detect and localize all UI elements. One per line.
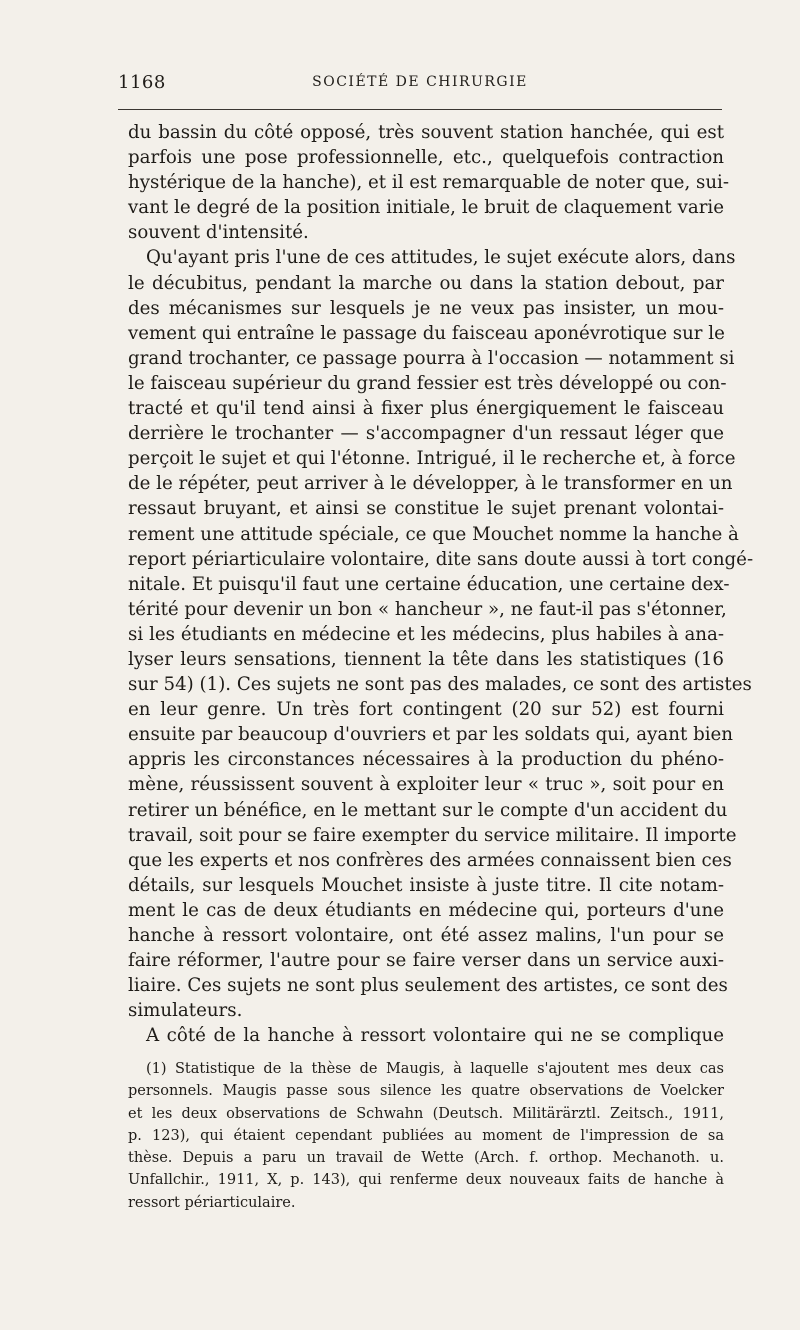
paragraph-3	[128, 1023, 724, 1048]
header-rule	[118, 109, 722, 110]
body-text	[128, 120, 754, 1048]
text-line: lyser leurs sensations, tiennent la tête dans les statistiques (16	[128, 648, 724, 670]
page-header	[118, 72, 722, 94]
text-line: ment le cas de deux étudiants en médecine qui, porteurs d'une	[128, 899, 724, 921]
text-line: détails, sur lesquels Mouchet insiste à juste titre. Il cite notam-	[128, 874, 724, 896]
text-line: nitale. Et puisqu'il faut une certaine éducation, une certaine dex-	[128, 573, 730, 595]
text-line: du bassin du côté opposé, très souvent station hanchée, qui est	[128, 122, 724, 143]
text-line: hystérique de la hanche), et il est remarquable de noter que, sui-	[128, 172, 730, 194]
text-line: térité pour devenir un bon « hancheur », ne faut-il pas s'étonner,	[128, 598, 727, 620]
footnote-line: personnels. Maugis passe sous silence les quatre observations de Voelcker	[128, 1083, 724, 1100]
footnote-line: et les deux observations de Schwahn (Deutsch. Militärärztl. Zeitsch., 1911,	[128, 1105, 724, 1122]
text-line: ressaut bruyant, et ainsi se constitue le sujet prenant volontai-	[128, 498, 724, 520]
text-line: vant le degré de la position initiale, le bruit de claquement varie	[128, 197, 724, 219]
paragraph-1	[128, 120, 730, 245]
text-line: le décubitus, pendant la marche ou dans la station debout, par	[128, 272, 724, 294]
text-line: que les experts et nos confrères des armées connaissent bien ces	[128, 849, 732, 871]
text-line: mène, réussissent souvent à exploiter leur « truc », soit pour en	[128, 774, 724, 796]
text-line: en leur genre. Un très fort contingent (20 sur 52) est fourni	[128, 699, 724, 721]
footnote-line: (1) Statistique de la thèse de Maugis, à laquelle s'ajoutent mes deux cas	[146, 1061, 724, 1077]
text-line: simulateurs.	[128, 1000, 243, 1022]
footnote	[128, 1058, 724, 1214]
running-head: SOCIÉTÉ DE CHIRURGIE	[312, 74, 528, 90]
text-line: de le répéter, peut arriver à le développer, à le transformer en un	[128, 473, 733, 495]
footnote-line: thèse. Depuis a paru un travail de Wette (Arch. f. orthop. Mechanoth. u.	[128, 1150, 724, 1167]
text-line: hanche à ressort volontaire, ont été assez malins, l'un pour se	[128, 925, 724, 946]
text-line: liaire. Ces sujets ne sont plus seulement des artistes, ce sont des	[128, 975, 728, 997]
text-line: vement qui entraîne le passage du faisceau aponévrotique sur le	[128, 322, 725, 344]
text-line: des mécanismes sur lesquels je ne veux pas insister, un mou-	[128, 297, 724, 319]
text-line: parfois une pose professionnelle, etc., quelquefois contraction	[128, 147, 724, 169]
paragraph-2	[128, 245, 754, 1023]
text-line: faire réformer, l'autre pour se faire verser dans un service auxi-	[128, 950, 724, 972]
text-line: Qu'ayant pris l'une de ces attitudes, le sujet exécute alors, dans	[146, 247, 736, 269]
text-line: appris les circonstances nécessaires à la production du phéno-	[128, 749, 724, 771]
text-line: A côté de la hanche à ressort volontaire qui ne se complique	[146, 1025, 724, 1047]
text-line: report périarticulaire volontaire, dite sans doute aussi à tort congé-	[128, 548, 754, 570]
text-line: retirer un bénéfice, en le mettant sur le compte d'un accident du	[128, 799, 728, 821]
text-line: tracté et qu'il tend ainsi à fixer plus énergiquement le faisceau	[128, 398, 724, 420]
text-line: derrière le trochanter — s'accompagner d'un ressaut léger que	[128, 423, 724, 445]
text-line: ensuite par beaucoup d'ouvriers et par les soldats qui, ayant bien	[128, 724, 734, 746]
footnote-line: p. 123), qui étaient cependant publiées au moment de l'impression de sa	[128, 1127, 724, 1144]
text-line: si les étudiants en médecine et les médecins, plus habiles à ana-	[128, 623, 724, 645]
page-number: 1168	[118, 72, 166, 93]
text-line: grand trochanter, ce passage pourra à l'occasion — notamment si	[128, 347, 735, 369]
text-line: rement une attitude spéciale, ce que Mouchet nomme la hanche à	[128, 523, 739, 545]
text-line: travail, soit pour se faire exempter du service militaire. Il importe	[128, 824, 737, 846]
text-line: le faisceau supérieur du grand fessier est très développé ou con-	[128, 372, 727, 394]
text-line: perçoit le sujet et qui l'étonne. Intrigué, il le recherche et, à force	[128, 448, 736, 470]
text-line: sur 54) (1). Ces sujets ne sont pas des malades, ce sont des artistes	[128, 674, 752, 696]
footnote-line: Unfallchir., 1911, X, p. 143), qui renferme deux nouveaux faits de hanche à	[128, 1172, 724, 1189]
footnote-line: ressort périarticulaire.	[128, 1194, 296, 1211]
text-line: souvent d'intensité.	[128, 222, 309, 244]
